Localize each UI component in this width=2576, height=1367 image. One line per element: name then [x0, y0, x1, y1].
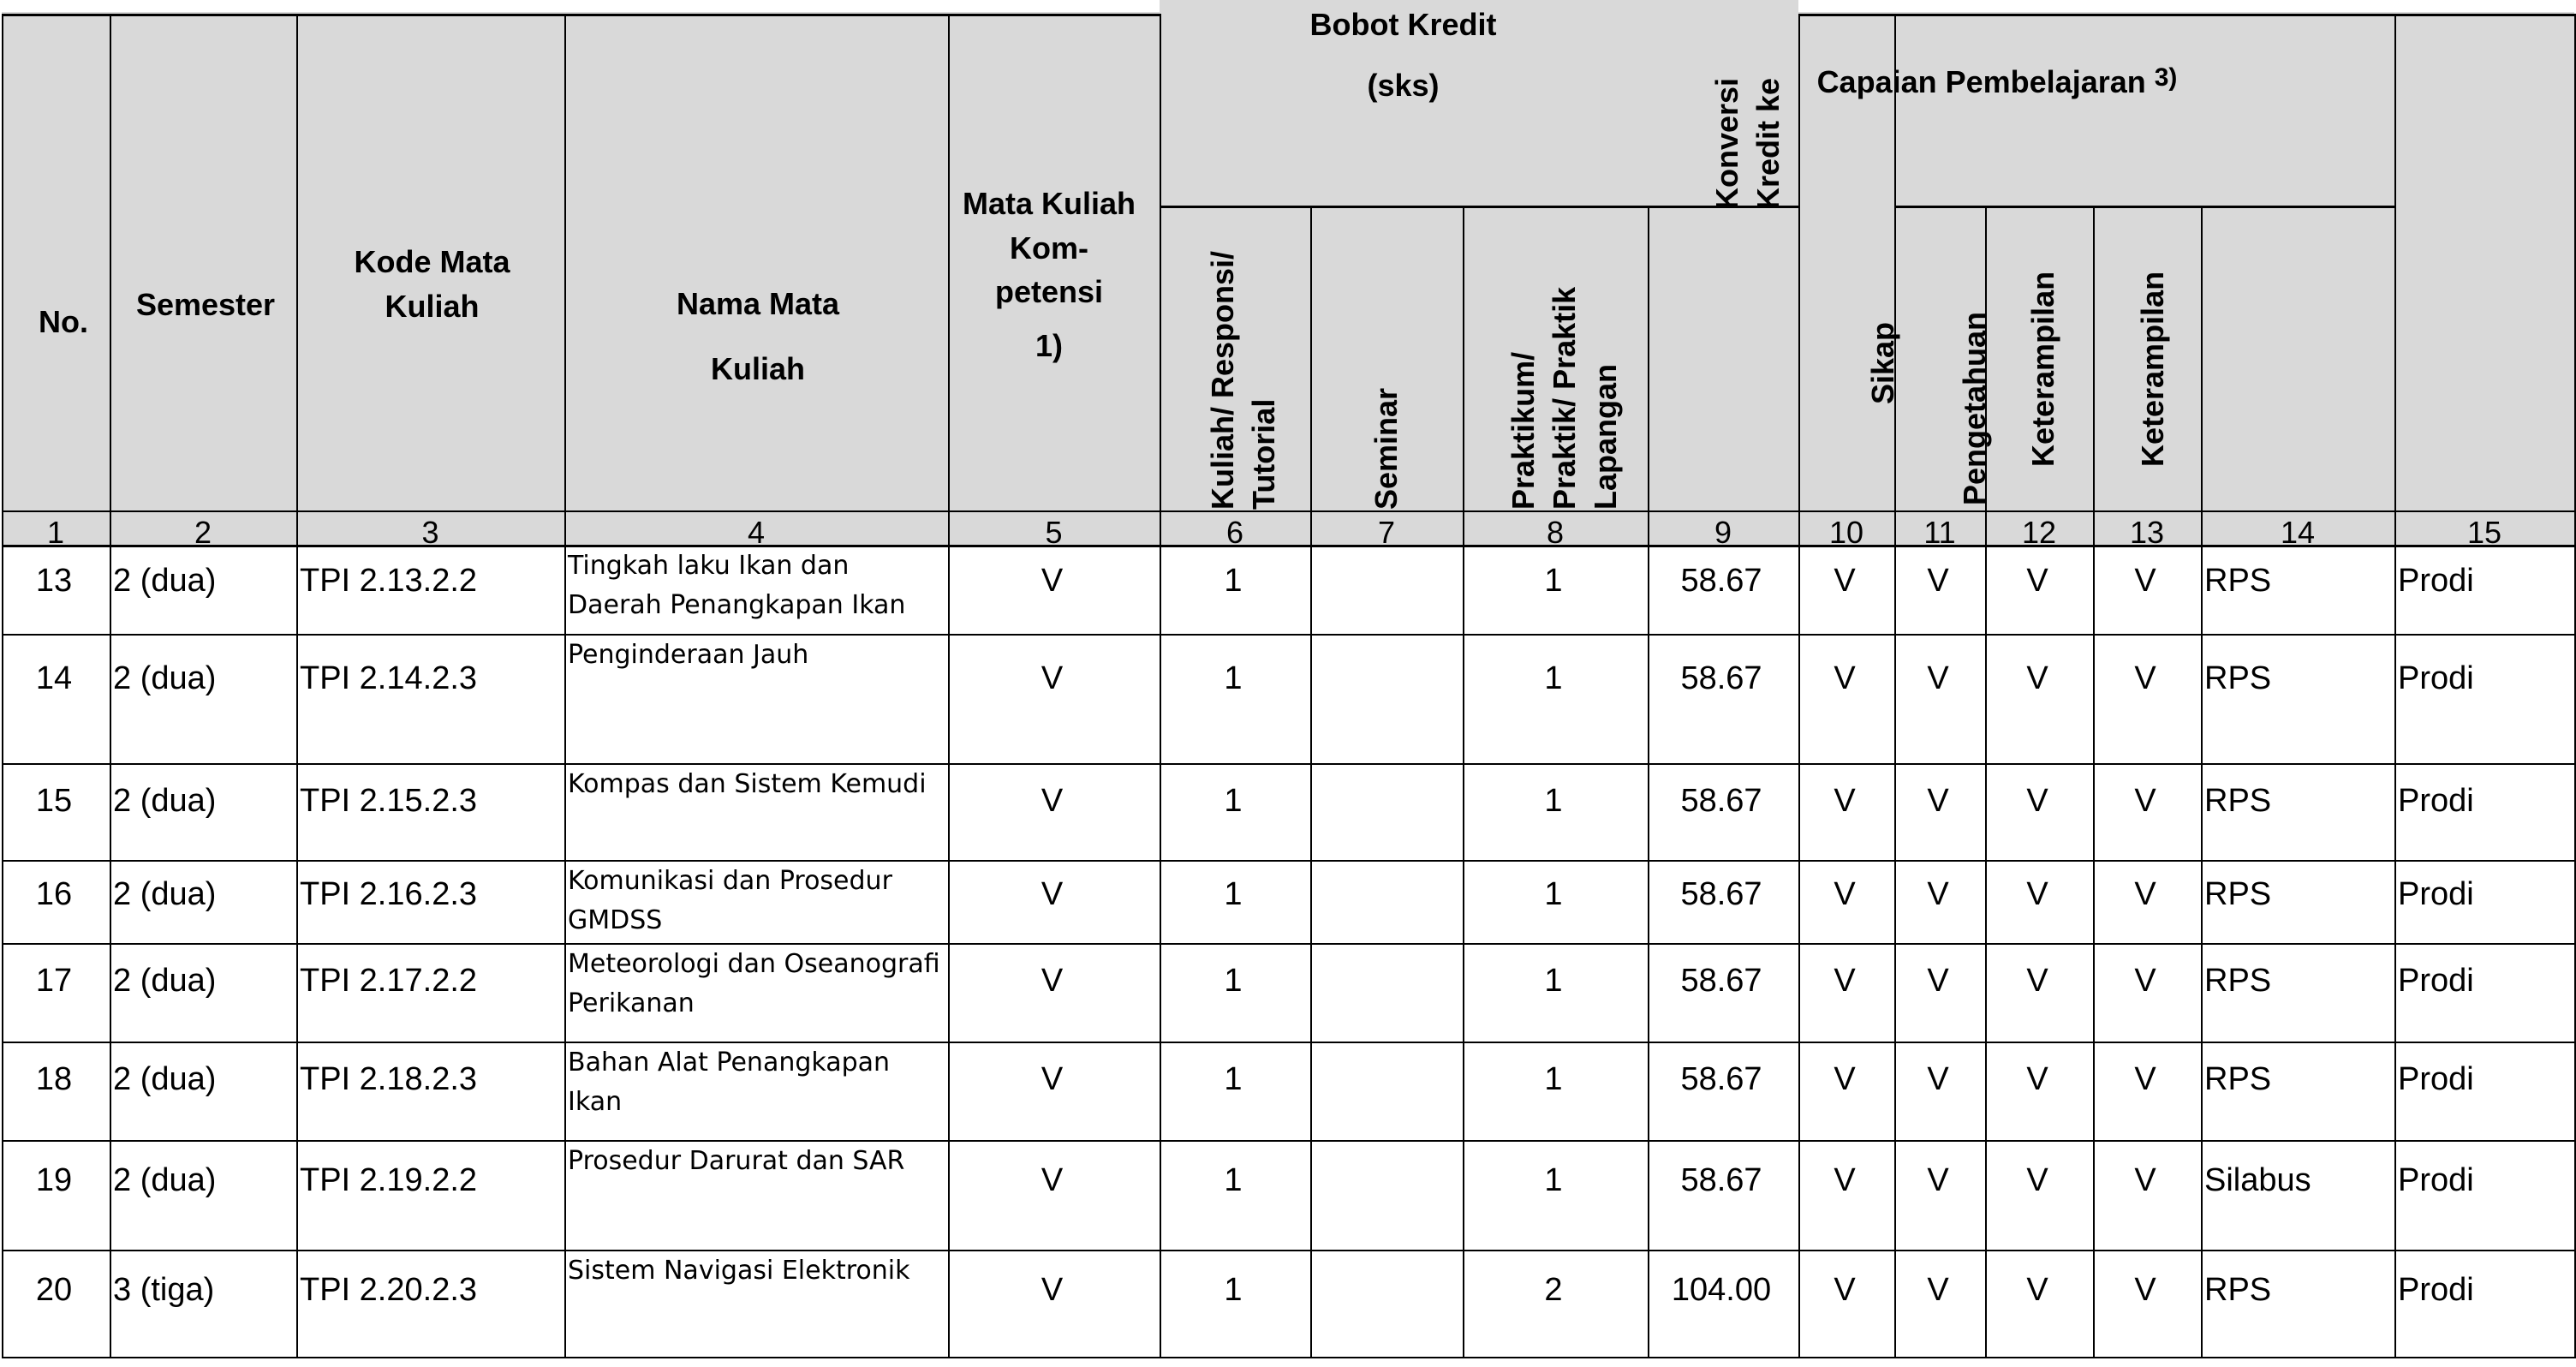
row-kode: TPI 2.20.2.3 — [300, 1271, 478, 1308]
row-line — [2, 1250, 2574, 1251]
row-dokumen: RPS — [2204, 1271, 2272, 1308]
column-number: 12 — [2021, 515, 2057, 550]
header-praktikum-line2: Praktik/ Praktik — [1547, 286, 1582, 510]
row-dokumen: Silabus — [2204, 1162, 2311, 1199]
row-mk-kompetensi: V — [1041, 1061, 1064, 1098]
header-praktikum — [1503, 287, 1626, 510]
row-praktikum: 1 — [1544, 1061, 1563, 1098]
header-praktikum-line1: Praktikum/ — [1506, 351, 1541, 510]
column-number: 13 — [2129, 515, 2165, 550]
row-keterampilan-umum: V — [2026, 963, 2048, 1000]
row-semester: 3 (tiga) — [113, 1271, 215, 1308]
row-sikap: V — [1834, 1061, 1856, 1098]
row-unit: Prodi — [2398, 963, 2474, 1000]
row-kode: TPI 2.17.2.2 — [300, 963, 478, 1000]
header-mk-line2: Kom- — [1010, 230, 1088, 266]
row-praktikum: 2 — [1544, 1271, 1563, 1308]
row-no: 15 — [35, 782, 73, 819]
row-konversi: 104.00 — [1671, 1271, 1772, 1308]
header-keterampilan-2: Keterampilan — [2135, 271, 2170, 467]
header-top-line-right — [1798, 14, 2574, 16]
column-number: 9 — [1714, 515, 1732, 550]
row-mk-kompetensi: V — [1041, 562, 1064, 599]
column-number: 7 — [1377, 515, 1396, 550]
row-pengetahuan: V — [1927, 782, 1949, 819]
header-kode-line1: Kode Mata — [354, 244, 510, 279]
header-nama-line2: Kuliah — [710, 351, 805, 386]
column-number: 1 — [46, 515, 65, 550]
row-no: 14 — [35, 660, 73, 697]
header-capaian-label: Capaian Pembelajaran — [1816, 64, 2146, 99]
header-bobot-line1: Bobot Kredit — [1309, 7, 1497, 42]
row-semester: 2 (dua) — [113, 876, 217, 913]
column-number: 3 — [421, 515, 439, 550]
row-kuliah: 1 — [1224, 660, 1243, 697]
row-kuliah: 1 — [1224, 1061, 1243, 1098]
header-capaian — [1800, 63, 2194, 99]
row-line — [2, 1357, 2574, 1358]
row-keterampilan-khusus: V — [2134, 562, 2156, 599]
header-no: No. — [39, 304, 88, 339]
row-konversi: 58.67 — [1680, 1061, 1762, 1098]
row-unit: Prodi — [2398, 562, 2474, 599]
header-konversi-line1: Konversi — [1709, 77, 1744, 210]
header-bobot-line2: (sks) — [1367, 68, 1440, 103]
row-keterampilan-umum: V — [2026, 1061, 2048, 1098]
row-keterampilan-khusus: V — [2134, 963, 2156, 1000]
row-keterampilan-umum: V — [2026, 562, 2048, 599]
row-kode: TPI 2.16.2.3 — [300, 876, 478, 913]
row-no: 19 — [35, 1162, 73, 1199]
column-number: 4 — [747, 515, 766, 550]
row-dokumen: RPS — [2204, 1061, 2272, 1098]
row-kode: TPI 2.19.2.2 — [300, 1162, 478, 1199]
row-praktikum: 1 — [1544, 876, 1563, 913]
row-line — [2, 1042, 2574, 1043]
row-pengetahuan: V — [1927, 660, 1949, 697]
row-nama: Kompas dan Sistem Kemudi — [568, 769, 927, 799]
row-dokumen: RPS — [2204, 963, 2272, 1000]
row-konversi: 58.67 — [1680, 562, 1762, 599]
header-mk-line4: 1) — [1035, 328, 1063, 363]
column-line — [296, 14, 298, 1358]
row-kuliah: 1 — [1224, 1162, 1243, 1199]
column-number: 15 — [2466, 515, 2502, 550]
row-keterampilan-umum: V — [2026, 782, 2048, 819]
row-praktikum: 1 — [1544, 660, 1563, 697]
row-keterampilan-khusus: V — [2134, 1162, 2156, 1199]
column-number: 8 — [1546, 515, 1565, 550]
row-nama: Komunikasi dan Prosedur GMDSS — [568, 866, 892, 935]
row-kode: TPI 2.15.2.3 — [300, 782, 478, 819]
row-nama: Penginderaan Jauh — [568, 640, 809, 670]
header-mk-line3: petensi — [994, 274, 1104, 309]
row-kuliah: 1 — [1224, 782, 1243, 819]
capaian-sub-line — [1894, 206, 2394, 208]
header-semester: Semester — [135, 287, 276, 322]
header-nama-line1: Nama Mata — [676, 286, 840, 321]
header-capaian-note: 3) — [2154, 63, 2178, 92]
row-unit: Prodi — [2398, 876, 2474, 913]
row-nama: Prosedur Darurat dan SAR — [568, 1146, 905, 1176]
row-sikap: V — [1834, 660, 1856, 697]
row-keterampilan-khusus: V — [2134, 876, 2156, 913]
column-line — [2394, 14, 2396, 1358]
row-konversi: 58.67 — [1680, 1162, 1762, 1199]
row-no: 13 — [35, 562, 73, 599]
row-unit: Prodi — [2398, 1271, 2474, 1308]
row-kuliah: 1 — [1224, 1271, 1243, 1308]
row-praktikum: 1 — [1544, 1162, 1563, 1199]
header-top-line — [2, 14, 1160, 16]
header-praktikum-line3: Lapangan — [1588, 363, 1623, 510]
row-keterampilan-umum: V — [2026, 876, 2048, 913]
row-pengetahuan: V — [1927, 1061, 1949, 1098]
row-sikap: V — [1834, 782, 1856, 819]
bobot-sub-line — [1160, 206, 1798, 208]
header-body-line — [2, 510, 2574, 512]
row-nama: Sistem Navigasi Elektronik — [568, 1256, 910, 1286]
row-keterampilan-umum: V — [2026, 1271, 2048, 1308]
column-number: 6 — [1225, 515, 1244, 550]
column-number: 5 — [1045, 515, 1063, 550]
column-line — [564, 14, 566, 1358]
row-no: 20 — [35, 1271, 73, 1308]
row-konversi: 58.67 — [1680, 876, 1762, 913]
row-keterampilan-khusus: V — [2134, 782, 2156, 819]
header-kode-line2: Kuliah — [385, 289, 480, 324]
row-line — [2, 860, 2574, 862]
row-konversi: 58.67 — [1680, 963, 1762, 1000]
column-number: 10 — [1828, 515, 1864, 550]
header-pengetahuan: Pengetahuan — [1957, 311, 1992, 505]
row-praktikum: 1 — [1544, 782, 1563, 819]
row-unit: Prodi — [2398, 1162, 2474, 1199]
row-semester: 2 (dua) — [113, 782, 217, 819]
row-nama: Meteorologi dan Oseanografi Perikanan — [568, 949, 940, 1018]
header-konversi — [1707, 78, 1789, 210]
column-line — [2201, 206, 2203, 1358]
row-pengetahuan: V — [1927, 876, 1949, 913]
row-dokumen: RPS — [2204, 562, 2272, 599]
row-unit: Prodi — [2398, 1061, 2474, 1098]
row-mk-kompetensi: V — [1041, 782, 1064, 819]
row-semester: 2 (dua) — [113, 660, 217, 697]
row-pengetahuan: V — [1927, 562, 1949, 599]
row-nama: Bahan Alat Penangkapan Ikan — [568, 1048, 891, 1117]
column-number: 14 — [2280, 515, 2316, 550]
row-kuliah: 1 — [1224, 963, 1243, 1000]
row-keterampilan-umum: V — [2026, 660, 2048, 697]
column-line — [110, 14, 111, 1358]
header-kuliah-line2: Tutorial — [1246, 398, 1281, 510]
row-keterampilan-khusus: V — [2134, 1271, 2156, 1308]
row-pengetahuan: V — [1927, 1271, 1949, 1308]
column-number: 2 — [194, 515, 212, 550]
row-unit: Prodi — [2398, 660, 2474, 697]
row-line — [2, 1140, 2574, 1142]
row-kode: TPI 2.13.2.2 — [300, 562, 478, 599]
row-dokumen: RPS — [2204, 782, 2272, 819]
row-keterampilan-khusus: V — [2134, 660, 2156, 697]
row-konversi: 58.67 — [1680, 782, 1762, 819]
row-sikap: V — [1834, 876, 1856, 913]
row-nama: Tingkah laku Ikan dan Daerah Penangkapan Ikan — [568, 551, 906, 620]
row-no: 17 — [35, 963, 73, 1000]
row-konversi: 58.67 — [1680, 660, 1762, 697]
row-semester: 2 (dua) — [113, 562, 217, 599]
row-keterampilan-khusus: V — [2134, 1061, 2156, 1098]
row-mk-kompetensi: V — [1041, 660, 1064, 697]
row-sikap: V — [1834, 562, 1856, 599]
row-kode: TPI 2.18.2.3 — [300, 1061, 478, 1098]
row-dokumen: RPS — [2204, 876, 2272, 913]
row-semester: 2 (dua) — [113, 1162, 217, 1199]
row-line — [2, 763, 2574, 765]
header-seminar: Seminar — [1368, 387, 1404, 510]
header-sikap: Sikap — [1865, 321, 1900, 404]
header-kuliah — [1202, 251, 1285, 510]
header-mk-line1: Mata Kuliah — [962, 186, 1136, 221]
column-line — [1310, 206, 1312, 1358]
row-line — [2, 943, 2574, 945]
header-keterampilan-1: Keterampilan — [2025, 271, 2060, 467]
row-semester: 2 (dua) — [113, 1061, 217, 1098]
row-mk-kompetensi: V — [1041, 963, 1064, 1000]
row-sikap: V — [1834, 1271, 1856, 1308]
row-semester: 2 (dua) — [113, 963, 217, 1000]
row-kode: TPI 2.14.2.3 — [300, 660, 478, 697]
row-kuliah: 1 — [1224, 562, 1243, 599]
row-no: 18 — [35, 1061, 73, 1098]
row-praktikum: 1 — [1544, 963, 1563, 1000]
row-sikap: V — [1834, 963, 1856, 1000]
column-number: 11 — [1923, 515, 1956, 550]
row-kuliah: 1 — [1224, 876, 1243, 913]
row-line — [2, 634, 2574, 636]
row-mk-kompetensi: V — [1041, 1162, 1064, 1199]
row-keterampilan-umum: V — [2026, 1162, 2048, 1199]
row-mk-kompetensi: V — [1041, 876, 1064, 913]
row-praktikum: 1 — [1544, 562, 1563, 599]
row-no: 16 — [35, 876, 73, 913]
header-kuliah-line1: Kuliah/ Responsi/ — [1205, 250, 1240, 510]
row-unit: Prodi — [2398, 782, 2474, 819]
row-pengetahuan: V — [1927, 963, 1949, 1000]
row-dokumen: RPS — [2204, 660, 2272, 697]
row-mk-kompetensi: V — [1041, 1271, 1064, 1308]
row-pengetahuan: V — [1927, 1162, 1949, 1199]
row-sikap: V — [1834, 1162, 1856, 1199]
header-konversi-line2: Kredit ke — [1750, 77, 1786, 210]
